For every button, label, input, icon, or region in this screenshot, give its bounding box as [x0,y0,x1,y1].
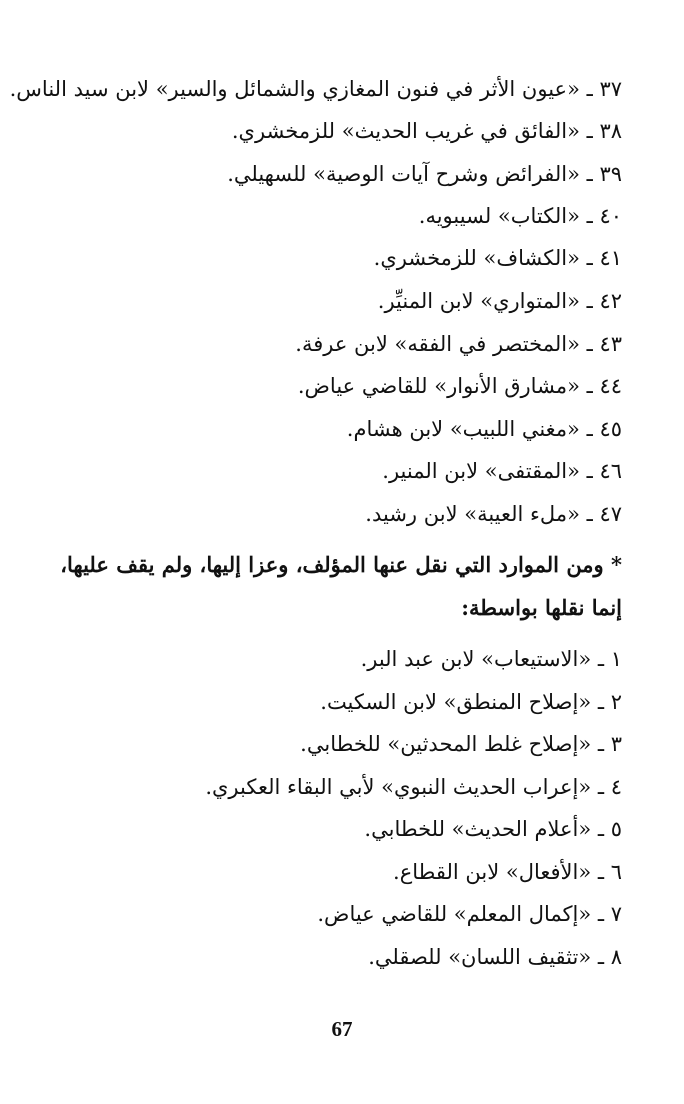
item-number: ٤٤ [599,374,622,398]
item-text: «تثقيف اللسان» للصقلي. [368,945,592,969]
list-item-37: ٣٧ ـ «عيون الأثر في فنون المغازي والشمائل والسير» لابن سيد الناس. [40,74,622,104]
item-number: ٥ [610,817,622,841]
list-item-40: ٤٠ ـ «الكتاب» لسيبويه. [40,201,622,231]
item-number: ٤٥ [599,417,622,441]
item-text: «إصلاح المنطق» لابن السكيت. [320,690,592,714]
item-text: «الأفعال» لابن القطاع. [393,860,592,884]
item-number: ٤٢ [599,289,622,313]
item-number: ٤٣ [599,332,622,356]
item-text: «الكشاف» للزمخشري. [373,246,580,270]
item-text: «المتواري» لابن المنيِّر. [377,289,580,313]
item-text: «ملء العيبة» لابن رشيد. [365,502,580,526]
list-item-8: ٨ ـ «تثقيف اللسان» للصقلي. [40,942,622,972]
list-item-45: ٤٥ ـ «مغني اللبيب» لابن هشام. [40,414,622,444]
item-text: «الاستيعاب» لابن عبد البر. [360,647,592,671]
list-item-4: ٤ ـ «إعراب الحديث النبوي» لأبي البقاء العكبري. [40,772,622,802]
item-number: ٣٧ [599,77,622,101]
item-number: ٦ [610,860,622,884]
list-item-46: ٤٦ ـ «المقتفى» لابن المنير. [40,456,622,486]
list-item-43: ٤٣ ـ «المختصر في الفقه» لابن عرفة. [40,329,622,359]
item-text: «إعراب الحديث النبوي» لأبي البقاء العكبري. [205,775,592,799]
item-number: ٧ [610,902,622,926]
intro-line-2: إنما نقلها بواسطة: [461,595,622,620]
list-item-39: ٣٩ ـ «الفرائض وشرح آيات الوصية» للسهيلي. [40,159,622,189]
page-number: 67 [331,1017,353,1041]
list-item-1: ١ ـ «الاستيعاب» لابن عبد البر. [40,644,622,674]
item-number: ٣٩ [599,162,622,186]
item-number: ٤٠ [599,204,622,228]
list-item-41: ٤١ ـ «الكشاف» للزمخشري. [40,243,622,273]
intro-line-1: * ومن الموارد التي نقل عنها المؤلف، وعزا إليها، ولم يقف عليها، [60,552,622,577]
item-text: «إكمال المعلم» للقاضي عياض. [317,902,592,926]
item-number: ٣ [610,732,622,756]
item-number: ٤٧ [599,502,622,526]
item-text: «عيون الأثر في فنون المغازي والشمائل والسير» لابن سيد الناس. [9,77,580,101]
list-item-3: ٣ ـ «إصلاح غلط المحدثين» للخطابي. [40,729,622,759]
list-item-44: ٤٤ ـ «مشارق الأنوار» للقاضي عياض. [40,371,622,401]
item-text: «إصلاح غلط المحدثين» للخطابي. [300,732,592,756]
list-item-7: ٧ ـ «إكمال المعلم» للقاضي عياض. [40,899,622,929]
item-text: «أعلام الحديث» للخطابي. [364,817,592,841]
item-number: ٣٨ [599,119,622,143]
list-item-2: ٢ ـ «إصلاح المنطق» لابن السكيت. [40,687,622,717]
list-item-47: ٤٧ ـ «ملء العيبة» لابن رشيد. [40,499,622,529]
item-text: «الفائق في غريب الحديث» للزمخشري. [231,119,580,143]
item-text: «مشارق الأنوار» للقاضي عياض. [297,374,580,398]
list-item-5: ٥ ـ «أعلام الحديث» للخطابي. [40,814,622,844]
list-item-6: ٦ ـ «الأفعال» لابن القطاع. [40,857,622,887]
item-number: ٢ [610,690,622,714]
item-number: ١ [610,647,622,671]
item-number: ٤١ [599,246,622,270]
item-number: ٨ [610,945,622,969]
item-text: «المختصر في الفقه» لابن عرفة. [295,332,580,356]
item-number: ٤ [610,775,622,799]
item-text: «الفرائض وشرح آيات الوصية» للسهيلي. [227,162,580,186]
list-item-42: ٤٢ ـ «المتواري» لابن المنيِّر. [40,286,622,316]
item-text: «مغني اللبيب» لابن هشام. [346,417,580,441]
item-text: «الكتاب» لسيبويه. [418,204,580,228]
list-item-38: ٣٨ ـ «الفائق في غريب الحديث» للزمخشري. [40,116,622,146]
item-text: «المقتفى» لابن المنير. [382,459,580,483]
item-number: ٤٦ [599,459,622,483]
